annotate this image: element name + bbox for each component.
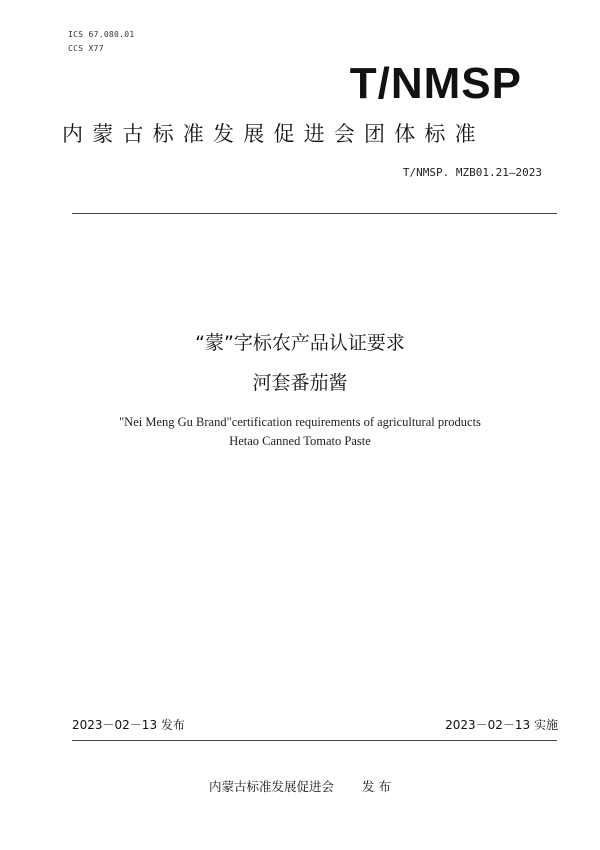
standard-number: T/NMSP. MZB01.21—2023 (402, 166, 542, 179)
release-date: 2023－02－13 发布 (72, 718, 185, 732)
chinese-title-line-1: “蒙”字标农产品认证要求 (195, 332, 405, 354)
organization-title: 内蒙古标准发展促进会团体标准 (62, 122, 485, 146)
issuer-name: 内蒙古标准发展促进会 (209, 779, 335, 794)
ccs-code: CCS X77 (68, 44, 104, 53)
chinese-title-line-2: 河套番茄酱 (252, 372, 348, 394)
english-title-line-2: Hetao Canned Tomato Paste (229, 434, 371, 448)
ics-code: ICS 67.080.01 (68, 30, 135, 39)
issuer-line (0, 777, 600, 795)
top-divider (72, 213, 557, 214)
implementation-date: 2023－02－13 实施 (445, 718, 558, 732)
issue-word: 发 布 (362, 779, 391, 794)
standard-brand-logo: T/NMSP (349, 59, 522, 108)
english-title-line-1: "Nei Meng Gu Brand"certification requirements of agricultural products (119, 415, 481, 429)
bottom-divider (72, 740, 557, 741)
